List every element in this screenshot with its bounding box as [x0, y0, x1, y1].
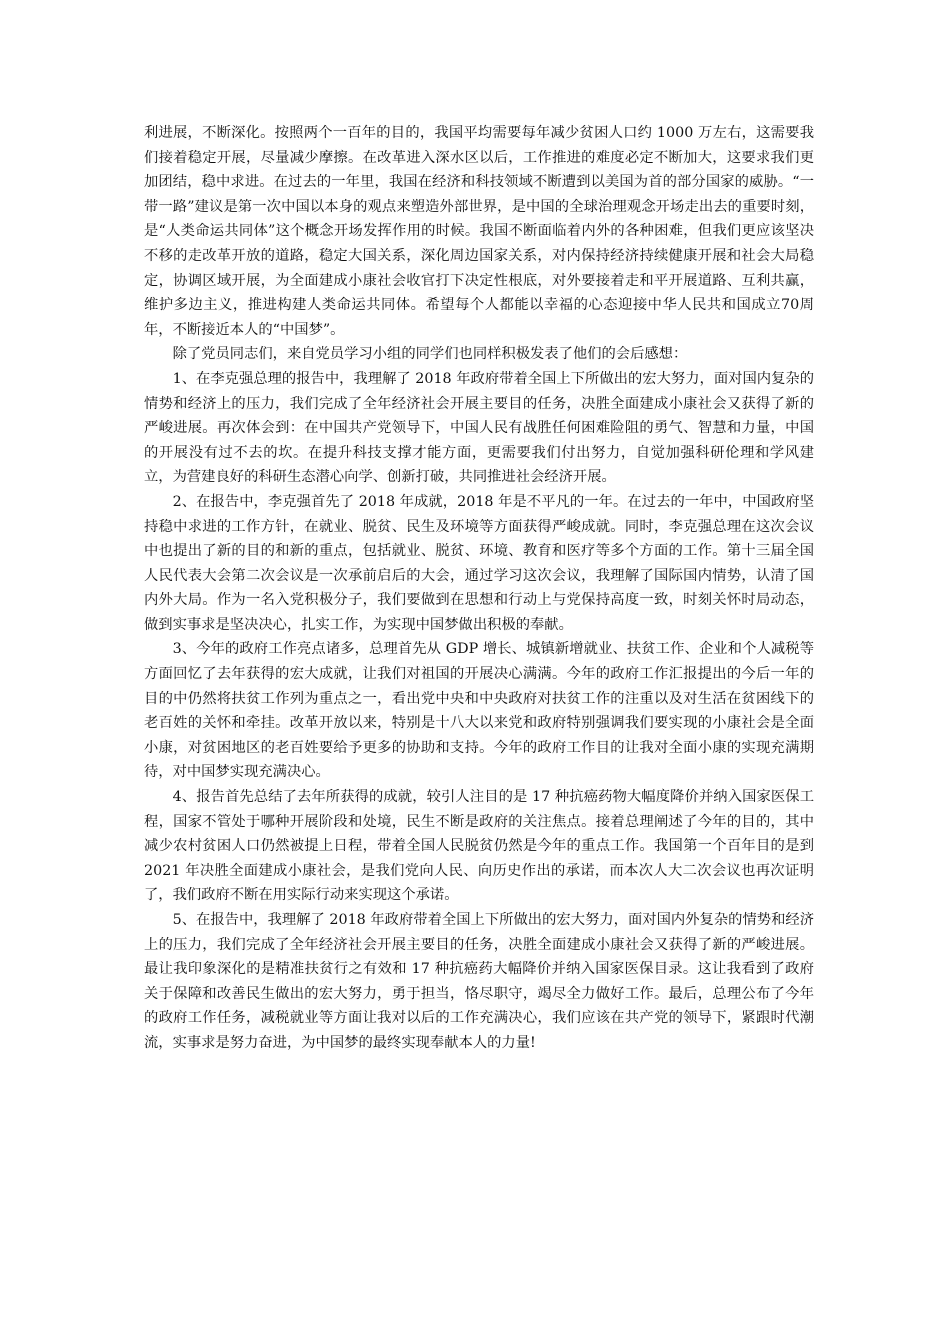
document-body — [144, 121, 814, 1056]
paragraph-item-3: 3、今年的政府工作亮点诸多，总理首先从 GDP 增长、城镇新增就业、扶贫工作、企业和个人减税等方面回忆了去年获得的宏大成就，让我们对祖国的开展决心满满。今年的政府工作汇报提出的今后一年的目的中仍然将扶贫工作列为重点之一，看出党中央和中央政府对扶贫工作的注重以及对生活在贫困线下的老百姓的关怀和牵挂。改革开放以来，特别是十八大以来党和政府特别强调我们要实现的小康社会是全面小康，对贫困地区的老百姓要给予更多的协助和支持。今年的政府工作目的让我对全面小康的实现充满期待，对中国梦实现充满决心。 — [144, 641, 814, 781]
paragraph-item-1: 1、在李克强总理的报告中，我理解了 2018 年政府带着全国上下所做出的宏大努力，面对国内复杂的情势和经济上的压力，我们完成了全年经济社会开展主要目的任务，决胜全面建成小康社会又获得了新的严峻进展。再次体会到：在中国共产党领导下，中国人民有战胜任何困难险阻的勇气、智慧和力量，中国的开展没有过不去的坎。在提升科技支撑才能方面，更需要我们付出努力，自觉加强科研伦理和学风建立，为营建良好的科研生态潜心向学、创新打破，共同推进社会经济开展。 — [144, 370, 814, 486]
paragraph-intro: 除了党员同志们，来自党员学习小组的同学们也同样积极发表了他们的会后感想： — [172, 346, 688, 363]
paragraph-item-2: 2、在报告中，李克强首先了 2018 年成就，2018 年是不平凡的一年。在过去的一年中，中国政府坚持稳中求进的工作方针，在就业、脱贫、民生及环境等方面获得严峻成就。同时，李克强总理在这次会议中也提出了新的目的和新的重点，包括就业、脱贫、环境、教育和医疗等多个方面的工作。第十三届全国人民代表大会第二次会议是一次承前启后的大会，通过学习这次会议，我理解了国际国内情势，认清了国内外大局。作为一名入党积极分子，我们要做到在思想和行动上与党保持高度一致，时刻关怀时局动态，做到实事求是坚决决心，扎实工作，为实现中国梦做出积极的奉献。 — [144, 493, 814, 633]
paragraph-item-4: 4、报告首先总结了去年所获得的成就，较引人注目的是 17 种抗癌药物大幅度降价并纳入国家医保工程，国家不管处于哪种开展阶段和处境，民生不断是政府的关注焦点。接着总理阐述了今年的目的，其中减少农村贫困人口仍然被提上日程，带着全国人民脱贫仍然是今年的重点工作。我国第一个百年目的是到 2021 年决胜全面建成小康社会，是我们党向人民、向历史作出的承诺，而本次人大二次会议也再次证明了，我们政府不断在用实际行动来实现这个承诺。 — [144, 789, 814, 904]
paragraph-item-5: 5、在报告中，我理解了 2018 年政府带着全国上下所做出的宏大努力，面对国内外复杂的情势和经济上的压力，我们完成了全年经济社会开展主要目的任务，决胜全面建成小康社会又获得了新的严峻进展。最让我印象深化的是精准扶贫行之有效和 17 种抗癌药大幅降价并纳入国家医保目录。这让我看到了政府关于保障和改善民生做出的宏大努力，勇于担当，恪尽职守，竭尽全力做好工作。最后，总理公布了今年的政府工作任务，减税就业等方面让我对以后的工作充满决心，我们应该在共产党的领导下，紧跟时代潮流，实事求是努力奋进，为中国梦的最终实现奉献本人的力量! — [144, 912, 814, 1051]
paragraph-continuation: 利进展，不断深化。按照两个一百年的目的，我国平均需要每年减少贫困人口约 1000 万左右，这需要我们接着稳定开展，尽量减少摩擦。在改革进入深水区以后，工作推进的难度必定不断加大，这要求我们更加团结，稳中求进。在过去的一年里，我国在经济和科技领域不断遭到以美国为首的部分国家的威胁。“一带一路”建议是第一次中国以本身的观点来塑造外部世界，是中国的全球治理观念开场走出去的重要时刻，是“人类命运共同体”这个概念开场发挥作用的时候。我国不断面临着内外的各种困难，但我们更应该坚决不移的走改革开放的道路，稳定大国关系，深化周边国家关系，对内保持经济持续健康开展和社会大局稳定，协调区域开展，为全面建成小康社会收官打下决定性根底，对外要接着走和平开展道路、互利共赢，维护多边主义，推进构建人类命运共同体。希望每个人都能以幸福的心态迎接中华人民共和国成立70周年，不断接近本人的“中国梦”。 — [144, 125, 814, 338]
